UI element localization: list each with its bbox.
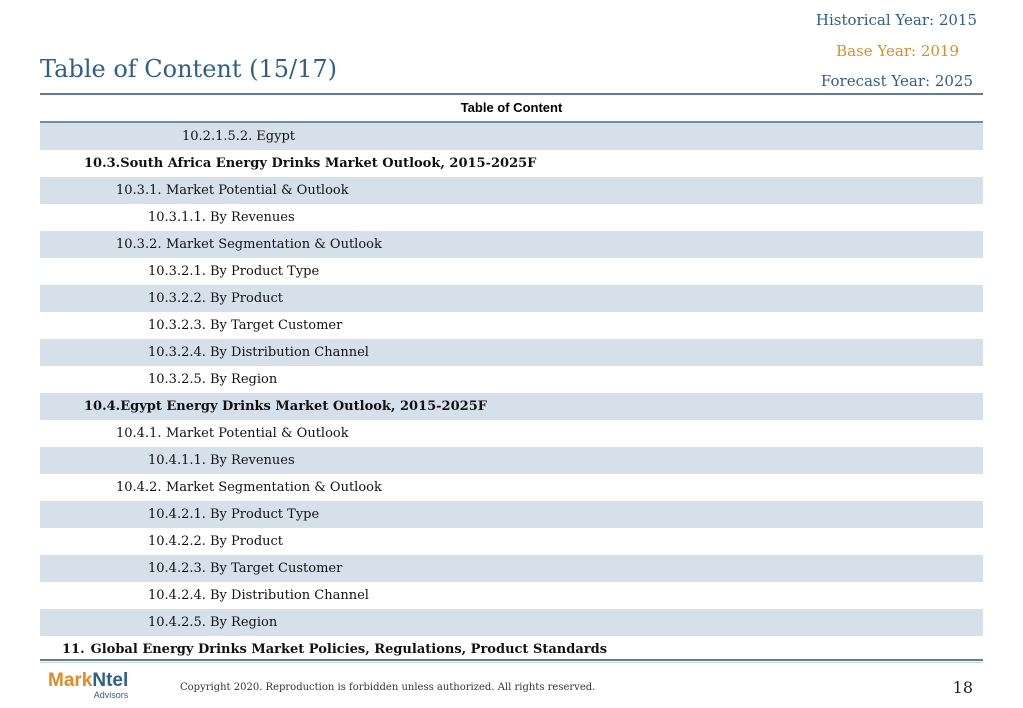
logo-ntel-text: Ntel [92,670,129,691]
forecast-year: Forecast Year: 2025 [820,72,973,90]
toc-row [40,528,983,555]
toc-row-number: 10.4.1.1. [148,453,206,468]
historical-year: Historical Year: 2015 [815,11,977,29]
toc-row-text: South Africa Energy Drinks Market Outlook, 2015-2025F [120,156,537,171]
toc-row-number: 10.4.2. [116,480,162,495]
toc-row-number: 10.4. [84,399,121,414]
toc-table-heading: Table of Content [40,95,983,123]
toc-row-text: By Product Type [210,507,320,522]
toc-row-text: By Product [210,291,284,306]
toc-row-text: By Product [210,534,284,549]
toc-row [40,582,983,609]
toc-row [40,609,983,636]
toc-row-text: By Product Type [210,264,320,279]
toc-row-text: By Region [210,372,278,387]
toc-row-number: 10.4.2.2. [148,534,206,549]
toc-row [40,285,983,312]
toc-row-number: 10.3.2. [116,237,162,252]
toc-row-text: Egypt Energy Drinks Market Outlook, 2015-2025F [120,399,487,414]
toc-row-number: 10.3.2.2. [148,291,206,306]
toc-row-text: Egypt [256,129,295,144]
toc-row-number: 10.2.1.5.2. [182,129,253,144]
toc-row-number: 10.4.1. [116,426,162,441]
toc-row [40,366,983,393]
toc-row [40,231,983,258]
toc-table [40,95,983,663]
toc-row [40,393,983,420]
toc-row [40,258,983,285]
toc-row [40,474,983,501]
toc-row-number: 10.4.2.4. [148,588,206,603]
toc-row [40,177,983,204]
toc-row-number: 10.3.2.4. [148,345,206,360]
toc-row [40,123,983,150]
toc-row [40,555,983,582]
toc-row-text: By Distribution Channel [210,588,369,603]
toc-row-text: Market Potential & Outlook [166,426,349,441]
toc-row [40,204,983,231]
base-year: Base Year: 2019 [836,42,959,60]
toc-row [40,447,983,474]
toc-row [40,420,983,447]
toc-row-text: Market Potential & Outlook [166,183,349,198]
toc-row-text: Global Energy Drinks Market Policies, Regulations, Product Standards [90,642,608,657]
toc-row-number: 10.3.2.5. [148,372,206,387]
toc-row-text: By Distribution Channel [210,345,369,360]
toc-row-number: 10.4.2.5. [148,615,206,630]
toc-row-text: By Target Customer [210,561,343,576]
toc-row-text: By Region [210,615,278,630]
page-number: 18 [952,678,973,697]
footer-divider-thin [40,662,983,663]
toc-row-number: 10.4.2.1. [148,507,206,522]
toc-row-text: By Revenues [210,453,295,468]
toc-row-number: 10.4.2.3. [148,561,206,576]
toc-row-number: 10.3.1.1. [148,210,206,225]
toc-row-text: By Target Customer [210,318,343,333]
toc-row-number: 10.3. [84,156,121,171]
toc-row-number: 10.3.1. [116,183,162,198]
toc-row-number: 10.3.2.1. [148,264,206,279]
toc-row [40,312,983,339]
toc-row [40,150,983,177]
toc-row-text: Market Segmentation & Outlook [166,237,382,252]
page-title: Table of Content (15/17) [40,55,338,83]
copyright-notice: Copyright 2020. Reproduction is forbidden unless authorized. All rights reserved. [180,682,596,693]
toc-row-text: By Revenues [210,210,295,225]
toc-rows [40,123,983,663]
logo-mark-text: Mark [48,670,93,691]
toc-row [40,501,983,528]
footer-divider [40,659,983,661]
markntel-logo [48,671,128,700]
logo-subtitle: Advisors [93,690,129,700]
toc-row-number: 11. [62,642,85,657]
toc-row [40,339,983,366]
toc-row-number: 10.3.2.3. [148,318,206,333]
toc-row-text: Market Segmentation & Outlook [166,480,382,495]
